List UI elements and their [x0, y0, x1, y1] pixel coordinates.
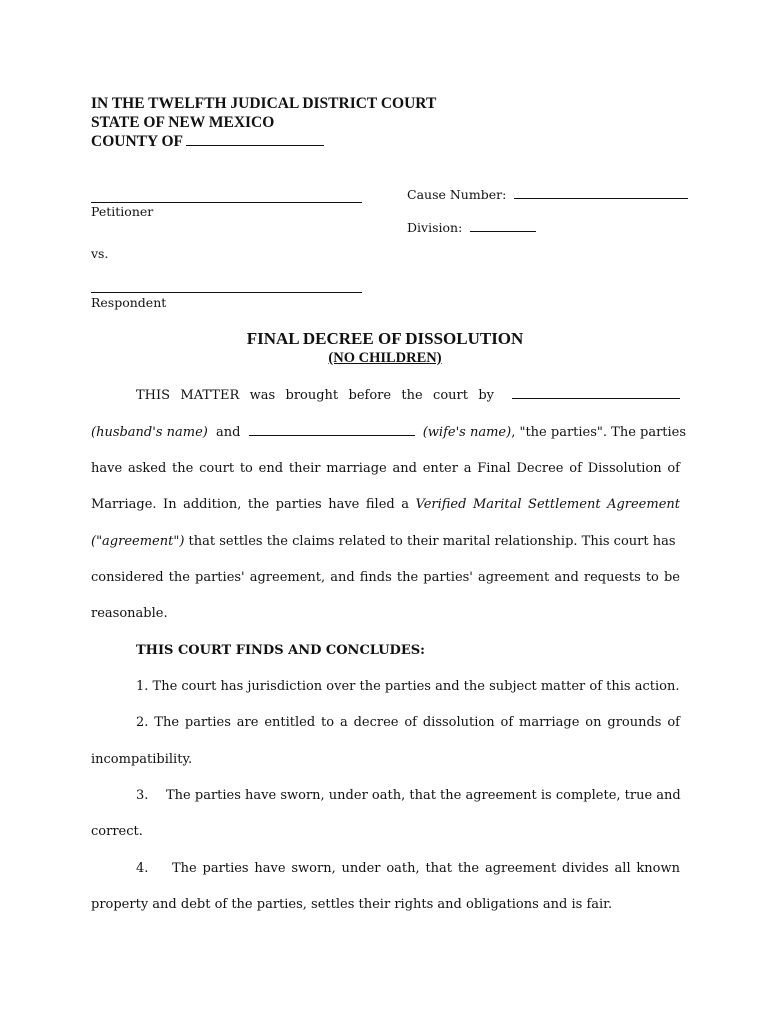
intro-text: THIS MATTER was brought before the court by [136, 388, 494, 403]
court-name: IN THE TWELFTH JUDICAL DISTRICT COURT [91, 95, 437, 112]
intro-line-7: reasonable. [91, 606, 168, 621]
husband-name-blank[interactable] [512, 397, 680, 399]
and-text: and [216, 425, 241, 440]
intro-line-3: have asked the court to end their marriage and enter a Final Decree of Dissolution of [91, 461, 680, 476]
intro-line-2 [91, 425, 686, 440]
line-5-text: that settles the claims related to their marital relationship. This court has [184, 534, 676, 549]
wife-label: (wife's name) [422, 425, 512, 440]
agreement-short: ("agreement") [91, 534, 185, 549]
agreement-title: Verified Marital Settlement Agreement [415, 497, 680, 512]
the-parties-text: , "the parties". The parties [511, 425, 687, 440]
respondent-blank[interactable] [91, 292, 362, 293]
finding-1: 1. The court has jurisdiction over the parties and the subject matter of this action. [136, 679, 680, 694]
intro-line-4 [91, 497, 680, 512]
findings-heading: THIS COURT FINDS AND CONCLUDES: [136, 643, 425, 658]
petitioner-label: Petitioner [91, 204, 154, 219]
county-line [91, 132, 324, 151]
state-name: STATE OF NEW MEXICO [91, 114, 275, 131]
decree-title: FINAL DECREE OF DISSOLUTION [246, 329, 524, 348]
wife-name-blank[interactable] [249, 434, 415, 436]
versus-label: vs. [91, 246, 109, 261]
finding-2-line-2: incompatibility. [91, 752, 193, 767]
intro-line-1 [136, 388, 680, 403]
finding-3-line-1 [136, 788, 680, 803]
county-blank[interactable] [186, 144, 324, 146]
division-label: Division: [407, 220, 463, 235]
division-blank[interactable] [470, 230, 536, 232]
finding-3-number: 3. [136, 788, 149, 803]
finding-3-text: The parties have sworn, under oath, that the agreement is complete, true and [166, 788, 681, 803]
finding-2-line-1: 2. The parties are entitled to a decree of dissolution of marriage on grounds of [136, 715, 680, 730]
finding-4-text: The parties have sworn, under oath, that the agreement divides all known [172, 861, 680, 876]
division-row [407, 220, 536, 235]
petitioner-blank[interactable] [91, 202, 362, 203]
decree-subtitle: (NO CHILDREN) [328, 350, 442, 366]
finding-4-line-2: property and debt of the parties, settles their rights and obligations and is fair. [91, 897, 613, 912]
intro-line-6: considered the parties' agreement, and finds the parties' agreement and requests to be [91, 570, 680, 585]
respondent-label: Respondent [91, 295, 167, 310]
line-4-text: Marriage. In addition, the parties have filed a [91, 497, 409, 512]
cause-number-row [407, 187, 688, 202]
intro-line-5 [91, 534, 680, 549]
finding-4-line-1 [136, 861, 680, 876]
husband-label: (husband's name) [91, 425, 208, 440]
finding-3-line-2: correct. [91, 824, 143, 839]
cause-number-blank[interactable] [514, 197, 688, 199]
finding-4-number: 4. [136, 861, 149, 876]
cause-number-label: Cause Number: [407, 187, 507, 202]
county-label: COUNTY OF [91, 133, 183, 150]
